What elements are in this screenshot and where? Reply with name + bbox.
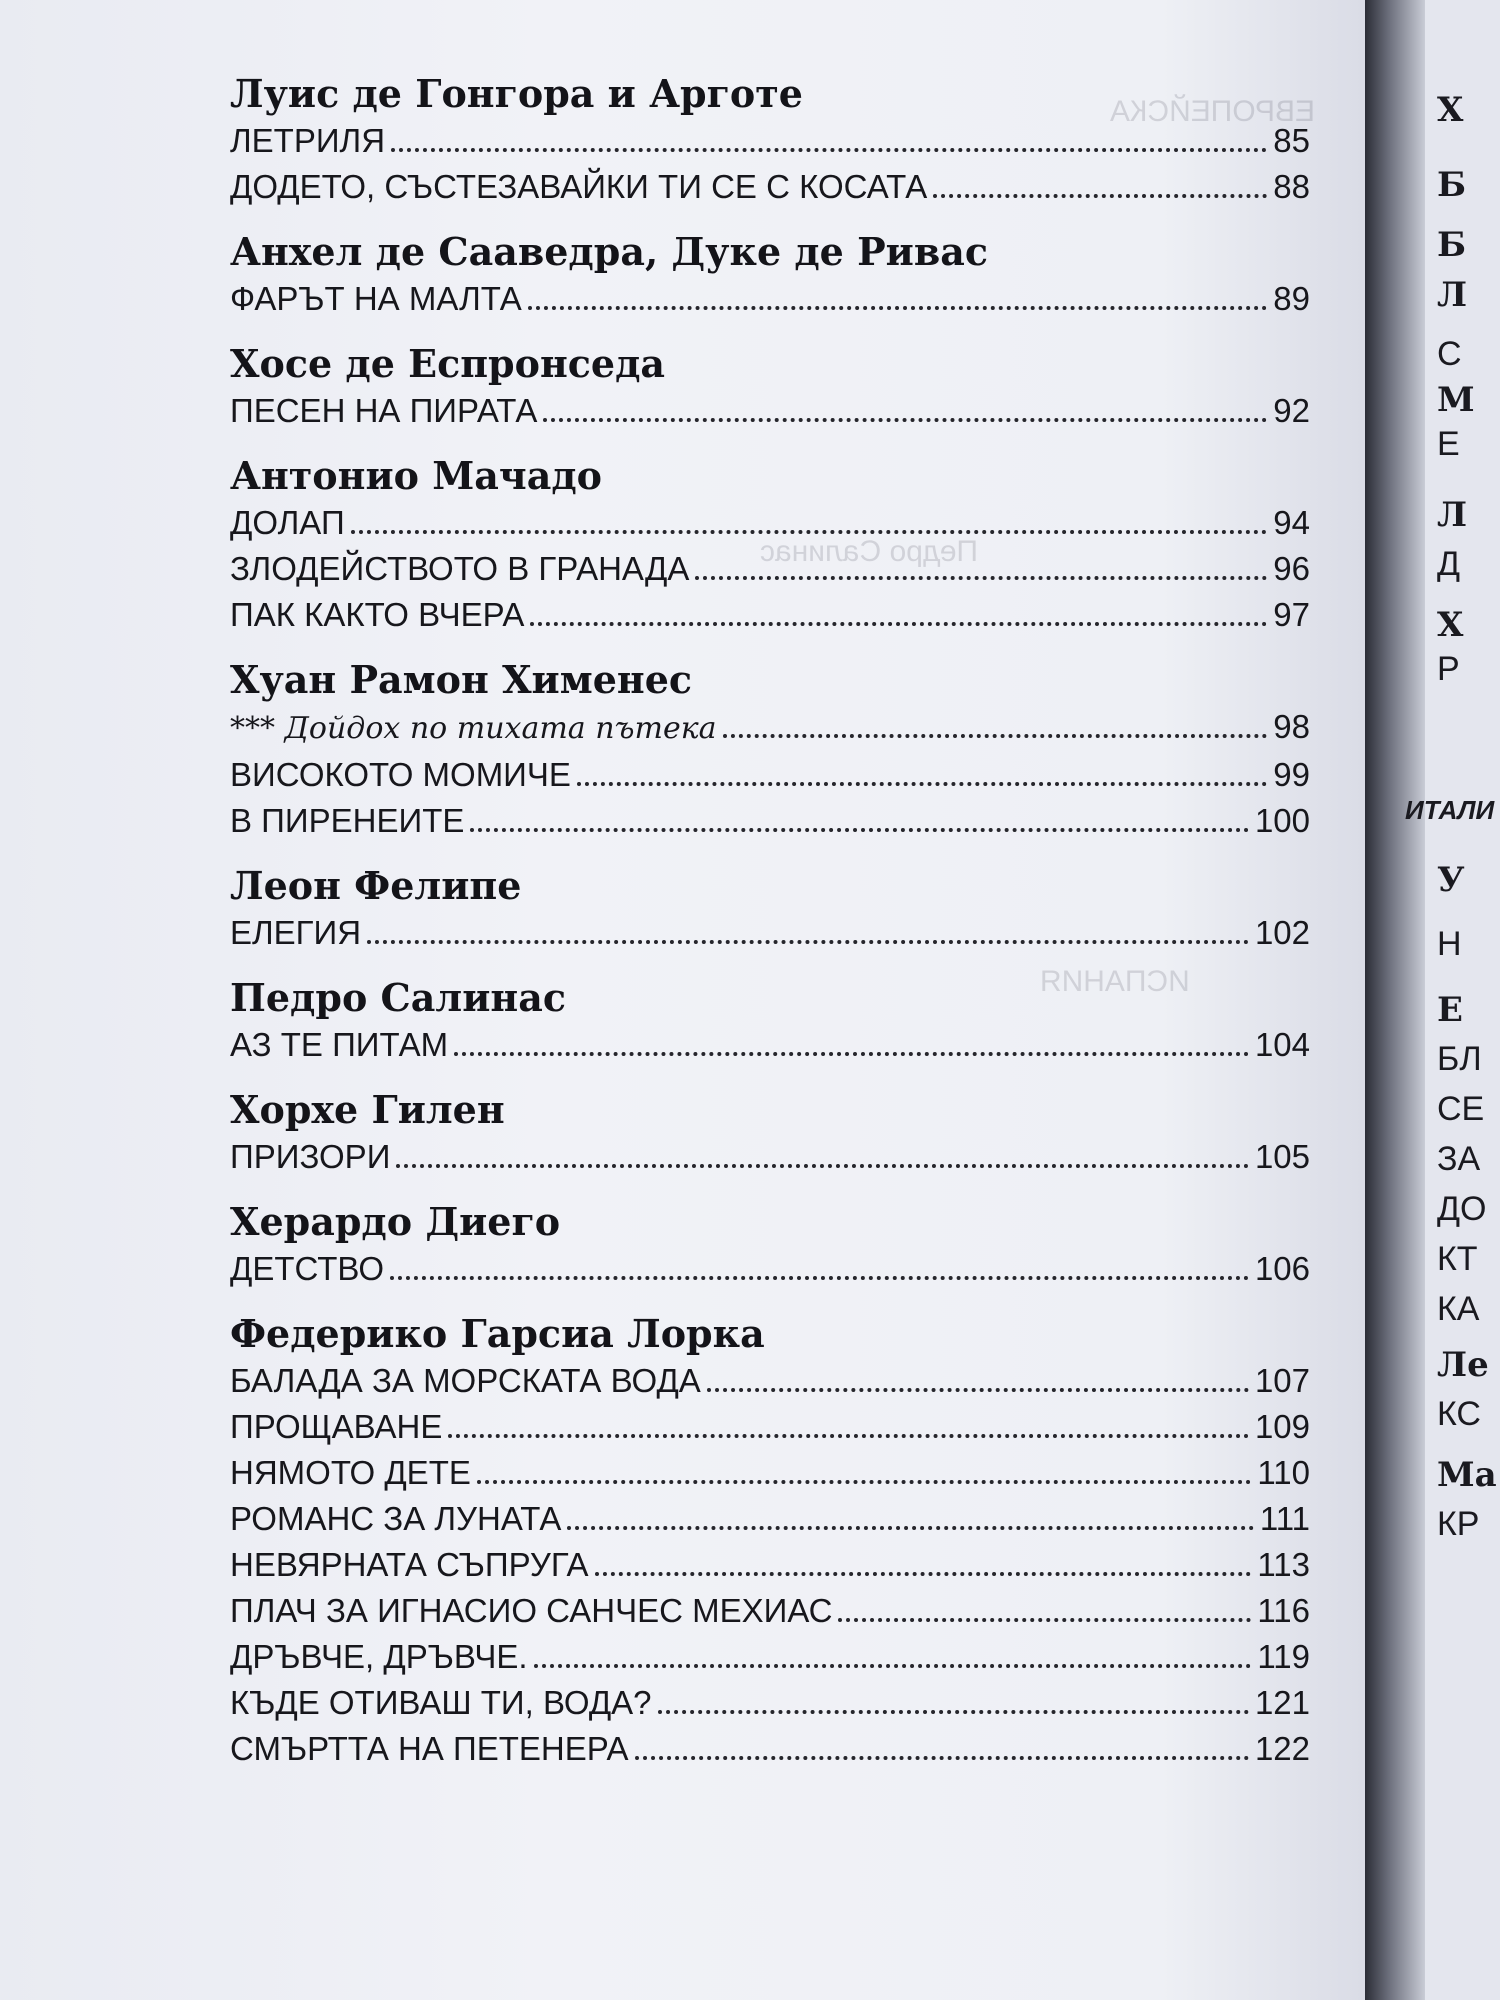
author-heading: Хосе де Еспронседа: [230, 341, 666, 386]
toc-entry: [230, 1404, 1310, 1450]
dot-leader: [707, 1388, 1249, 1392]
toc-entry: [230, 388, 1310, 434]
facing-page-fragment: Н: [1437, 925, 1462, 963]
toc-entry: [230, 118, 1310, 164]
dot-leader: [577, 782, 1267, 786]
dot-leader: [567, 1526, 1253, 1530]
poem-title: НЯМОТО ДЕТЕ: [230, 1454, 471, 1491]
facing-page-fragment: Ле: [1437, 1345, 1489, 1385]
poem-title: НЕВЯРНАТА СЪПРУГА: [230, 1546, 589, 1583]
poem-title: РОМАНС ЗА ЛУНАТА: [230, 1500, 562, 1537]
book-gutter: [1365, 0, 1425, 2000]
facing-page-fragment: КА: [1437, 1290, 1480, 1328]
page-number: 92: [1273, 392, 1310, 429]
toc-entry: [230, 164, 1310, 210]
page-number: 110: [1257, 1454, 1310, 1491]
toc-author-group: [230, 70, 1310, 210]
poem-title: КЪДЕ ОТИВАШ ТИ, ВОДА?: [230, 1684, 652, 1721]
author-heading: Федерико Гарсиа Лорка: [230, 1311, 765, 1356]
page-number: 105: [1254, 1138, 1310, 1175]
page-number: 96: [1273, 550, 1310, 587]
toc-entry: [230, 1022, 1310, 1068]
dot-leader: [367, 940, 1249, 944]
dot-leader: [528, 306, 1267, 310]
page-number: 89: [1273, 280, 1310, 317]
page-number: 85: [1273, 122, 1310, 159]
bleed-through-text: Педро Салинас: [760, 535, 978, 568]
page-number: 109: [1254, 1408, 1310, 1445]
toc-author-group: [230, 452, 1310, 638]
page-number: 98: [1273, 708, 1310, 745]
page-number: 106: [1254, 1250, 1310, 1287]
page-number: 116: [1257, 1592, 1310, 1629]
poem-title: ЗЛОДЕЙСТВОТО В ГРАНАДА: [230, 550, 690, 587]
facing-page-fragment: Х: [1437, 605, 1464, 645]
facing-page-fragment: М: [1437, 380, 1475, 420]
page-number: 104: [1254, 1026, 1310, 1063]
toc-entry: [230, 1246, 1310, 1292]
facing-page-fragment: У: [1437, 860, 1465, 900]
dot-leader: [658, 1710, 1249, 1714]
poem-title: БАЛАДА ЗА МОРСКАТА ВОДА: [230, 1362, 701, 1399]
dot-leader: [534, 1664, 1252, 1668]
toc-author-group: [230, 228, 1310, 322]
facing-page-fragment: Ма: [1437, 1455, 1497, 1495]
toc-entry: [230, 500, 1310, 546]
poem-title: ЛЕТРИЛЯ: [230, 122, 386, 159]
page-number: 102: [1254, 914, 1310, 951]
facing-page-fragment: Д: [1437, 545, 1461, 583]
facing-page-fragment: Л: [1437, 275, 1468, 315]
dot-leader: [933, 194, 1267, 198]
poem-title: СМЪРТТА НА ПЕТЕНЕРА: [230, 1730, 629, 1767]
dot-leader: [695, 576, 1267, 580]
bleed-through-text: ЕВРОПЕЙСКА: [1110, 95, 1315, 128]
facing-page-fragment: СЕ: [1437, 1090, 1485, 1128]
facing-page-fragment: С: [1437, 335, 1462, 373]
author-heading: Леон Фелипе: [230, 863, 522, 908]
toc-author-group: [230, 1198, 1310, 1292]
page-number: 94: [1273, 504, 1310, 541]
page-number: 121: [1254, 1684, 1310, 1721]
poem-title: В ПИРЕНЕИТЕ: [230, 802, 465, 839]
table-of-contents: [230, 70, 1310, 1790]
page-number: 122: [1254, 1730, 1310, 1767]
dot-leader: [391, 148, 1267, 152]
dot-leader: [351, 530, 1268, 534]
author-heading: Херардо Диего: [230, 1199, 561, 1244]
poem-title: ДОЛАП: [230, 504, 345, 541]
facing-page-fragment: КТ: [1437, 1240, 1478, 1278]
poem-title: ДОДЕТО, СЪСТЕЗАВАЙКИ ТИ СЕ С КОСАТА: [230, 168, 928, 205]
dot-leader: [838, 1618, 1251, 1622]
dot-leader: [470, 828, 1249, 832]
toc-author-group: [230, 656, 1310, 844]
dot-leader: [635, 1756, 1249, 1760]
facing-page-fragment: Л: [1437, 495, 1468, 535]
bleed-through-text: ИСПАНИЯ: [1040, 965, 1190, 998]
author-heading: Педро Салинас: [230, 975, 566, 1020]
toc-author-group: [230, 1310, 1310, 1772]
author-heading: Анхел де Сааведра, Дуке де Ривас: [230, 229, 989, 274]
author-heading: Луис де Гонгора и Арготе: [230, 71, 803, 116]
poem-title: ПРОЩАВАНЕ: [230, 1408, 443, 1445]
poem-title: ПРИЗОРИ: [230, 1138, 391, 1175]
toc-entry: [230, 1134, 1310, 1180]
dot-leader: [530, 622, 1267, 626]
toc-entry: [230, 592, 1310, 638]
facing-page-fragment: Б: [1437, 225, 1467, 265]
poem-title: ДРЪВЧЕ, ДРЪВЧЕ.: [230, 1638, 528, 1675]
dot-leader: [723, 734, 1268, 738]
poem-title: АЗ ТЕ ПИТАМ: [230, 1026, 449, 1063]
poem-title: *** Дойдох по тихата пътека: [230, 711, 717, 746]
facing-page-fragment: ИТАЛИ: [1405, 795, 1495, 825]
toc-author-group: [230, 340, 1310, 434]
author-heading: Хорхе Гилен: [230, 1087, 505, 1132]
poem-title: ДЕТСТВО: [230, 1250, 384, 1287]
page-number: 97: [1273, 596, 1310, 633]
facing-page-fragment: Х: [1437, 90, 1464, 130]
toc-entry: [230, 1726, 1310, 1772]
toc-entry: [230, 1450, 1310, 1496]
toc-author-group: [230, 974, 1310, 1068]
toc-entry: [230, 704, 1310, 752]
facing-page-fragment: Е: [1437, 425, 1460, 463]
poem-title: ПЛАЧ ЗА ИГНАСИО САНЧЕС МЕХИАС: [230, 1592, 833, 1629]
facing-page-fragment: КР: [1437, 1505, 1480, 1543]
page-number: 100: [1254, 802, 1310, 839]
facing-page-fragment: ЗА: [1437, 1140, 1481, 1178]
toc-entry: [230, 910, 1310, 956]
page-number: 88: [1273, 168, 1310, 205]
toc-entry: [230, 1680, 1310, 1726]
facing-page-fragment: БЛ: [1437, 1040, 1482, 1078]
dot-leader: [396, 1164, 1249, 1168]
toc-entry: [230, 1542, 1310, 1588]
page-number: 107: [1254, 1362, 1310, 1399]
page-number: 113: [1257, 1546, 1310, 1583]
toc-entry: [230, 752, 1310, 798]
toc-entry: [230, 546, 1310, 592]
author-heading: Антонио Мачадо: [230, 453, 603, 498]
facing-page-fragment: ДО: [1437, 1190, 1487, 1228]
poem-title: ВИСОКОТО МОМИЧЕ: [230, 756, 571, 793]
poem-title: ФАРЪТ НА МАЛТА: [230, 280, 522, 317]
poem-title: ПАК КАКТО ВЧЕРА: [230, 596, 525, 633]
toc-entry: [230, 276, 1310, 322]
facing-page-edge: [1405, 0, 1500, 2000]
facing-page-fragment: Б: [1437, 165, 1467, 205]
page-number: 99: [1273, 756, 1310, 793]
toc-author-group: [230, 862, 1310, 956]
toc-entry: [230, 1634, 1310, 1680]
dot-leader: [454, 1052, 1249, 1056]
page-number: 119: [1257, 1638, 1310, 1675]
dot-leader: [477, 1480, 1252, 1484]
toc-entry: [230, 1588, 1310, 1634]
facing-page-fragment: Е: [1437, 990, 1463, 1030]
toc-author-group: [230, 1086, 1310, 1180]
toc-entry: [230, 1496, 1310, 1542]
toc-entry: [230, 798, 1310, 844]
dot-leader: [543, 418, 1267, 422]
poem-title: ПЕСЕН НА ПИРАТА: [230, 392, 538, 429]
facing-page-fragment: Р: [1437, 650, 1460, 688]
dot-leader: [595, 1572, 1252, 1576]
dot-leader: [448, 1434, 1249, 1438]
page-number: 111: [1259, 1500, 1310, 1537]
dot-leader: [390, 1276, 1249, 1280]
facing-page-fragment: КС: [1437, 1395, 1481, 1433]
toc-entry: [230, 1358, 1310, 1404]
poem-title: ЕЛЕГИЯ: [230, 914, 362, 951]
author-heading: Хуан Рамон Хименес: [230, 657, 693, 702]
